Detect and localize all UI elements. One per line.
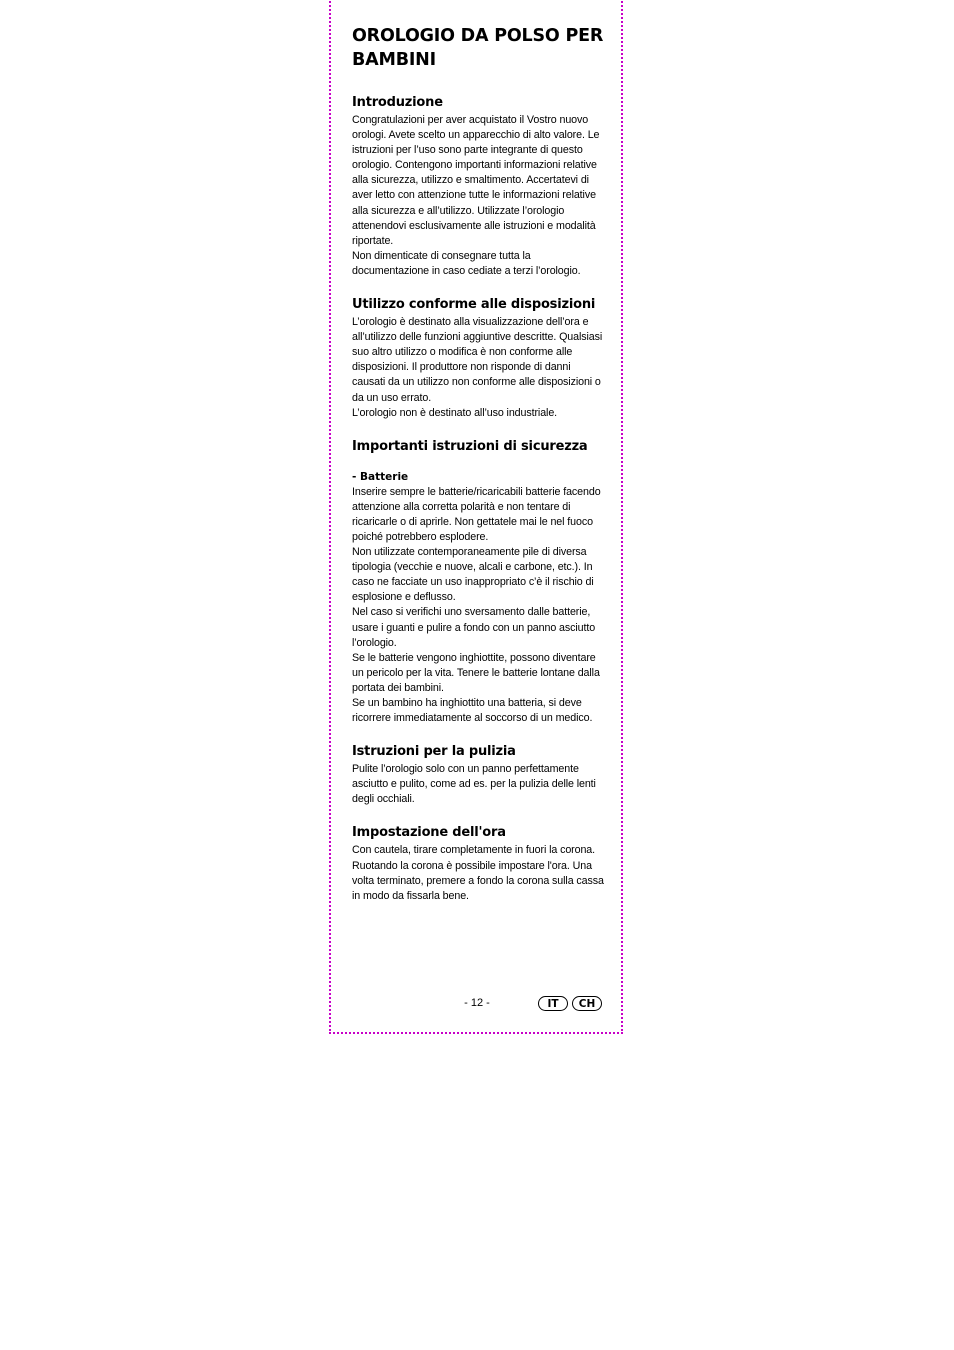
section-heading: Introduzione	[352, 95, 443, 110]
paragraph: Nel caso si verifichi uno sversamento dalle batterie, usare i guanti e pulire a fondo con un panno asciutto l’orologio.	[352, 606, 596, 649]
country-badge-it: IT	[538, 996, 568, 1011]
section-heading: Importanti istruzioni di sicurezza	[352, 438, 588, 454]
paragraph: Inserire sempre le batterie/ricaricabili batterie facendo attenzione alla corretta polarità e non tentare di ricaricarle o di aprirle. Non gettatele mai le nel fuoco poiché potrebbero esplodere.	[352, 485, 601, 543]
section-introduzione	[352, 93, 604, 279]
section-utilizzo	[352, 295, 604, 421]
paragraph: Congratulazioni per aver acquistato il Vostro nuovo orologi. Avete scelto un apparecchio di alto valore. Le istruzioni per l’uso sono parte integrante di questo orologio. Contengono importanti informazioni relative alla sicurezza, utilizzo e smaltimento. Accertatevi di aver letto con attenzione tutte le informazioni relative alla sicurezza e all’utilizzo. Utilizzate l’orologio attenendovi esclusivamente alle istruzioni e modalità riportate.	[352, 114, 600, 247]
paragraph: Non utilizzate contemporaneamente pile di diversa tipologia (vecchie e nuove, alcali e carbone, etc.). In caso ne facciate un uso inappropriato c’è il rischio di esplosione e deflusso.	[352, 546, 594, 604]
page-number: - 12 -	[464, 997, 490, 1009]
section-heading: Impostazione dell'ora	[352, 825, 506, 841]
country-badge-ch: CH	[572, 996, 602, 1011]
paragraph: L’orologio non è destinato all’uso industriale.	[352, 406, 558, 419]
paragraph: L’orologio è destinato alla visualizzazione dell’ora e all’utilizzo delle funzioni aggiuntive descritte. Qualsiasi suo altro utilizzo o modifica è non conforme alle disposizioni. Il produttore non risponde di danni causati da un utilizzo non conforme alle disposizioni o da un uso errato.	[352, 316, 603, 404]
section-pulizia	[352, 742, 604, 807]
paragraph: Se un bambino ha inghiottito una batteria, si deve ricorrere immediatamente al soccorso di un medico.	[352, 697, 593, 725]
document-body	[352, 24, 604, 920]
section-heading: Utilizzo conforme alle disposizioni	[352, 297, 596, 313]
page-title: OROLOGIO DA POLSO PER BAMBINI	[352, 26, 604, 70]
paragraph: Se le batterie vengono inghiottite, possono diventare un pericolo per la vita. Tenere le batterie lontane dalla portata dei bambini.	[352, 651, 600, 694]
subsection-heading: - Batterie	[352, 470, 409, 483]
paragraph: Pulite l’orologio solo con un panno perfettamente asciutto e pulito, come ad es. per la pulizia delle lenti degli occhiali.	[352, 763, 596, 806]
section-heading: Istruzioni per la pulizia	[352, 744, 516, 760]
section-sicurezza	[352, 437, 604, 727]
paragraph: Con cautela, tirare completamente in fuori la corona. Ruotando la corona è possibile impostare l'ora. Una volta terminato, premere a fondo la corona sulla cassa in modo da fissarla bene.	[352, 844, 604, 902]
section-impostazione-ora	[352, 823, 604, 903]
paragraph: Non dimenticate di consegnare tutta la documentazione in caso cediate a terzi l’orologio.	[352, 249, 581, 277]
